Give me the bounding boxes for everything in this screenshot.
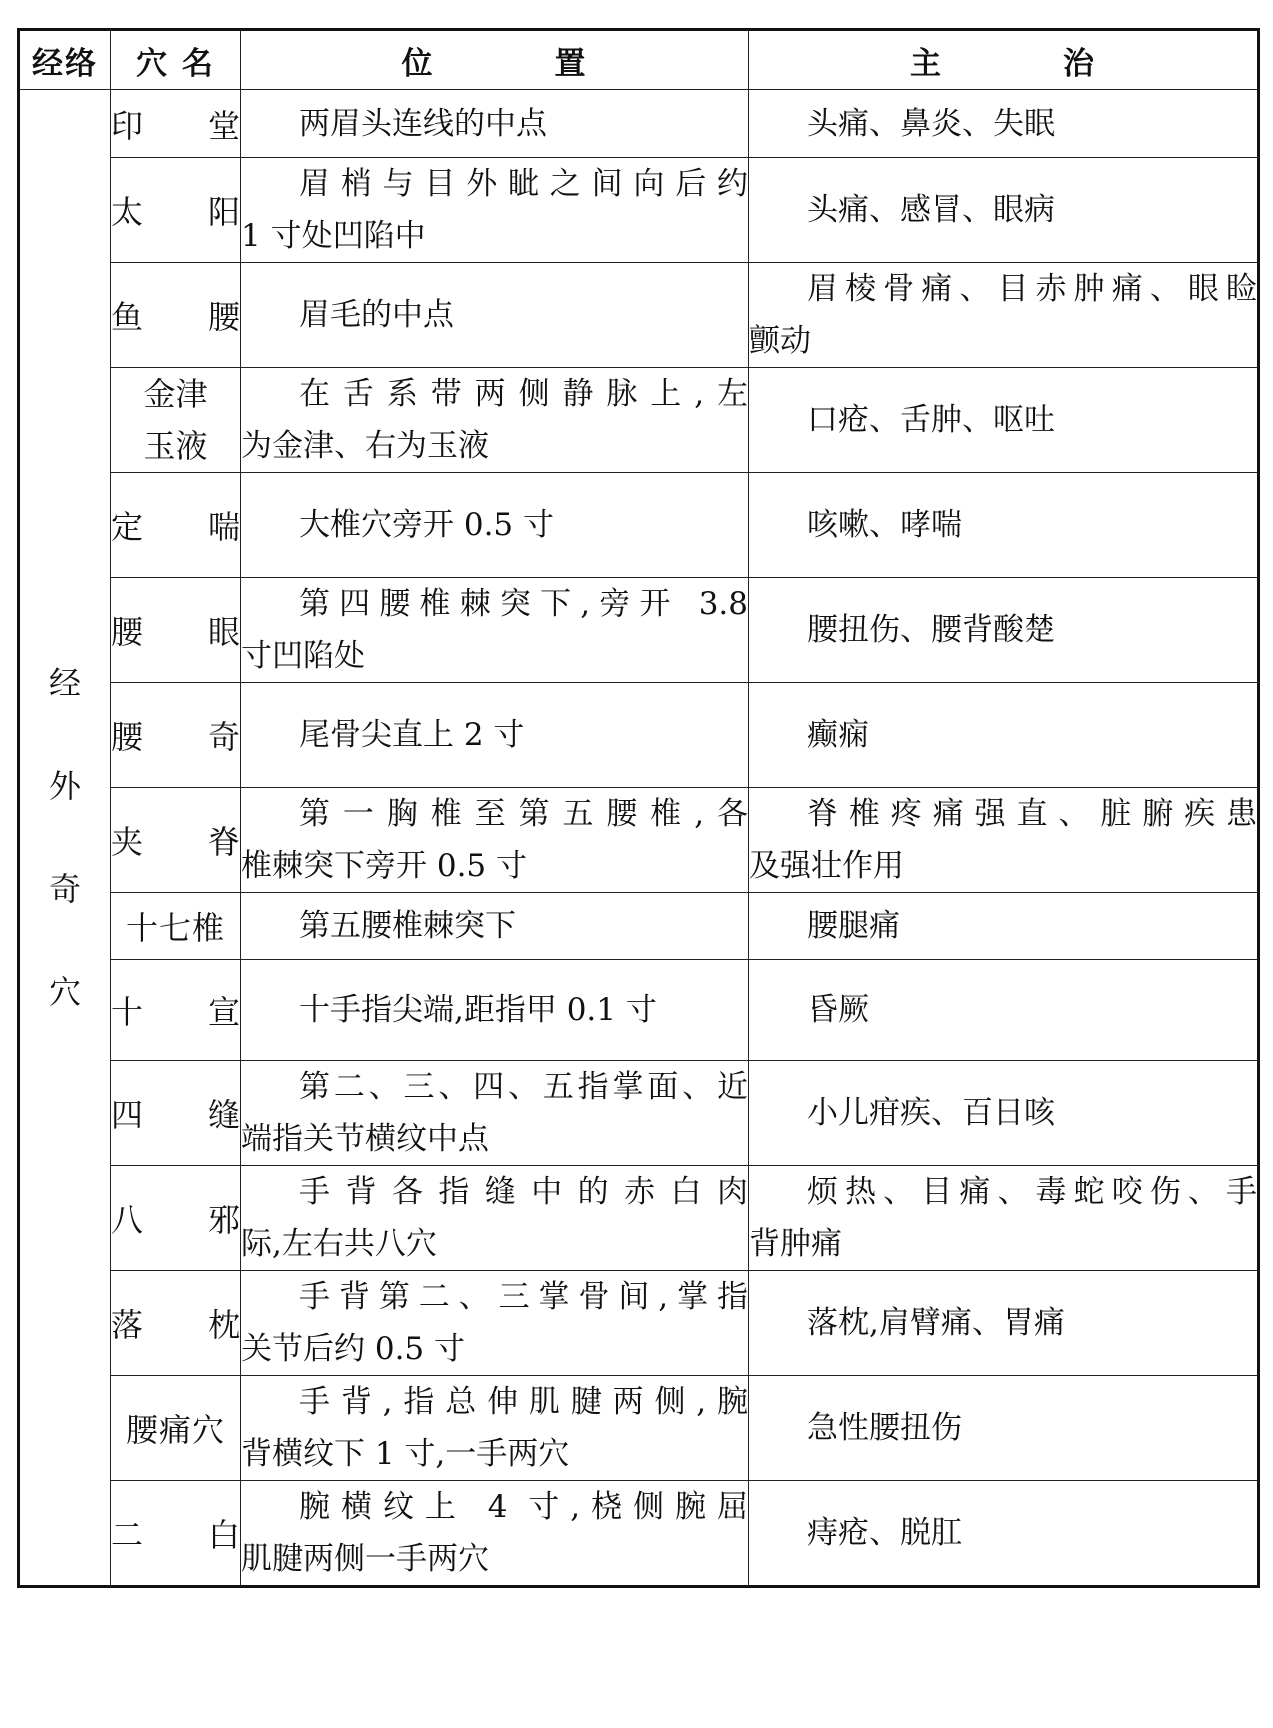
point-name-cell xyxy=(111,263,241,368)
point-name-cell xyxy=(111,1061,241,1166)
point-name-part: 落 xyxy=(111,1306,144,1344)
point-name-part: 十七椎 xyxy=(125,909,225,947)
location-line: 第五腰椎棘突下 xyxy=(299,908,516,944)
indication-line: 痔疮、脱肛 xyxy=(807,1515,962,1551)
location-line: 第二、三、四、五指掌面、近 xyxy=(299,1069,748,1105)
point-name-part: 玉液 xyxy=(143,427,208,465)
table-body xyxy=(19,90,1259,1587)
table-row xyxy=(19,960,1259,1061)
table-row xyxy=(19,1481,1259,1587)
point-name-part: 太 xyxy=(111,193,144,231)
location-cell xyxy=(241,368,749,473)
indication-cell xyxy=(749,158,1259,263)
location-line: 背横纹下 1 寸,一手两穴 xyxy=(241,1436,570,1472)
indication-cell xyxy=(749,1376,1259,1481)
indication-line: 头痛、感冒、眼病 xyxy=(807,192,1055,228)
header-meridian: 经络 xyxy=(19,30,111,90)
indication-cell xyxy=(749,960,1259,1061)
indication-line: 头痛、鼻炎、失眠 xyxy=(807,105,1055,142)
point-name-cell xyxy=(111,683,241,788)
indication-cell xyxy=(749,1481,1259,1587)
point-name-part: 喘 xyxy=(207,508,240,546)
point-name-part: 脊 xyxy=(207,823,240,861)
extra-points-table xyxy=(17,28,1260,1588)
indication-cell xyxy=(749,578,1259,683)
location-cell xyxy=(241,683,749,788)
indication-line: 脊椎疼痛强直、脏腑疾患 xyxy=(807,796,1257,832)
location-cell xyxy=(241,90,749,158)
table-row xyxy=(19,1271,1259,1376)
location-line: 手背第二、三掌骨间,掌指 xyxy=(299,1279,748,1315)
point-name-part: 奇 xyxy=(207,718,240,756)
point-name-cell xyxy=(111,578,241,683)
point-name-part: 堂 xyxy=(207,106,240,145)
header-location-char-2: 置 xyxy=(554,45,588,82)
indication-line: 急性腰扭伤 xyxy=(807,1410,962,1446)
location-cell xyxy=(241,788,749,893)
point-name-cell xyxy=(111,1481,241,1587)
point-name-cell xyxy=(111,368,241,473)
indication-line: 癫痫 xyxy=(807,717,869,753)
table-row xyxy=(19,90,1259,158)
indication-cell xyxy=(749,473,1259,578)
location-cell xyxy=(241,893,749,960)
location-line: 际,左右共八穴 xyxy=(241,1226,437,1262)
indication-line: 落枕,肩臂痛、胃痛 xyxy=(807,1305,1065,1341)
point-name-cell xyxy=(111,90,241,158)
point-name-part: 邪 xyxy=(207,1201,240,1239)
location-line: 寸凹陷处 xyxy=(241,638,365,674)
indication-cell xyxy=(749,1166,1259,1271)
location-cell xyxy=(241,1376,749,1481)
location-line: 肌腱两侧一手两穴 xyxy=(241,1541,489,1577)
point-name-cell xyxy=(111,893,241,960)
header-indication-char-1: 主 xyxy=(910,45,943,82)
point-name-part: 眼 xyxy=(207,613,240,651)
location-cell xyxy=(241,158,749,263)
table-row xyxy=(19,263,1259,368)
point-name-part: 腰 xyxy=(207,298,240,336)
point-name-cell xyxy=(111,158,241,263)
point-name-part: 宣 xyxy=(207,993,240,1031)
location-line: 手背各指缝中的赤白肉 xyxy=(299,1174,748,1210)
indication-cell xyxy=(749,1061,1259,1166)
location-cell xyxy=(241,263,749,368)
point-name-cell xyxy=(111,1376,241,1481)
location-cell xyxy=(241,1061,749,1166)
location-cell xyxy=(241,1166,749,1271)
point-name-part: 枕 xyxy=(207,1306,240,1344)
point-name-part: 定 xyxy=(111,508,144,546)
point-name-part: 腰 xyxy=(111,613,144,651)
location-line: 十手指尖端,距指甲 0.1 寸 xyxy=(299,992,657,1028)
meridian-char: 奇 xyxy=(48,869,81,908)
table-row xyxy=(19,1061,1259,1166)
table-row xyxy=(19,578,1259,683)
point-name-cell xyxy=(111,960,241,1061)
header-location-char-1: 位 xyxy=(401,45,435,82)
meridian-char: 外 xyxy=(48,766,81,805)
location-cell xyxy=(241,1271,749,1376)
header-indication-char-2: 治 xyxy=(1063,45,1096,82)
point-name-part: 金津 xyxy=(143,375,208,413)
location-line: 大椎穴旁开 0.5 寸 xyxy=(299,507,555,543)
point-name-part: 夹 xyxy=(111,823,144,861)
location-line: 眉梢与目外眦之间向后约 xyxy=(299,166,748,202)
point-name-part: 腰 xyxy=(111,718,144,756)
point-name-part: 二 xyxy=(111,1516,144,1554)
location-line: 两眉头连线的中点 xyxy=(299,105,547,142)
indication-line: 口疮、舌肿、呕吐 xyxy=(807,402,1055,438)
point-name-part: 四 xyxy=(111,1096,144,1134)
point-name-part: 八 xyxy=(111,1201,144,1239)
indication-line: 昏厥 xyxy=(807,992,869,1028)
table-row xyxy=(19,788,1259,893)
indication-cell xyxy=(749,368,1259,473)
indication-line: 腰扭伤、腰背酸楚 xyxy=(807,612,1055,648)
point-name-cell xyxy=(111,1166,241,1271)
table-header-row xyxy=(19,30,1259,90)
indication-cell xyxy=(749,90,1259,158)
table-row xyxy=(19,1166,1259,1271)
table-row xyxy=(19,683,1259,788)
indication-line: 咳嗽、哮喘 xyxy=(807,507,962,543)
location-line: 腕横纹上 4 寸,桡侧腕屈 xyxy=(299,1489,748,1525)
header-indication xyxy=(749,30,1259,90)
indication-line: 腰腿痛 xyxy=(807,908,900,944)
location-line: 1 寸处凹陷中 xyxy=(241,218,426,254)
indication-cell xyxy=(749,893,1259,960)
indication-line: 背肿痛 xyxy=(749,1226,842,1262)
point-name-part: 鱼 xyxy=(111,298,144,336)
point-name-part: 印 xyxy=(111,106,144,145)
header-point-name: 穴 名 xyxy=(111,30,241,90)
indication-cell xyxy=(749,263,1259,368)
location-line: 关节后约 0.5 寸 xyxy=(241,1331,466,1367)
point-name-cell xyxy=(111,788,241,893)
meridian-char: 穴 xyxy=(48,972,81,1011)
point-name-cell xyxy=(111,473,241,578)
indication-line: 小儿疳疾、百日咳 xyxy=(807,1095,1055,1131)
location-line: 尾骨尖直上 2 寸 xyxy=(299,717,525,753)
indication-cell xyxy=(749,1271,1259,1376)
point-name-part: 缝 xyxy=(207,1096,240,1134)
location-cell xyxy=(241,1481,749,1587)
location-line: 眉毛的中点 xyxy=(299,297,454,333)
location-cell xyxy=(241,960,749,1061)
indication-cell xyxy=(749,683,1259,788)
location-cell xyxy=(241,473,749,578)
table-row xyxy=(19,158,1259,263)
indication-cell xyxy=(749,788,1259,893)
indication-line: 颤动 xyxy=(749,323,811,359)
point-name-part: 白 xyxy=(207,1516,240,1554)
point-name-cell xyxy=(111,1271,241,1376)
meridian-cell xyxy=(19,90,111,1587)
table-row xyxy=(19,893,1259,960)
location-line: 在舌系带两侧静脉上,左 xyxy=(299,376,748,412)
meridian-char: 经 xyxy=(48,663,81,702)
location-cell xyxy=(241,578,749,683)
location-line: 椎棘突下旁开 0.5 寸 xyxy=(241,848,528,884)
table-row xyxy=(19,368,1259,473)
location-line: 端指关节横纹中点 xyxy=(241,1121,489,1157)
indication-line: 眉棱骨痛、目赤肿痛、眼睑 xyxy=(807,271,1257,307)
point-name-part: 阳 xyxy=(207,193,240,231)
table-row xyxy=(19,473,1259,578)
header-location xyxy=(241,30,749,90)
point-name-part: 腰痛穴 xyxy=(125,1411,225,1449)
indication-line: 及强壮作用 xyxy=(749,848,904,884)
location-line: 第四腰椎棘突下,旁开 3.8 xyxy=(299,586,748,622)
location-line: 第一胸椎至第五腰椎,各 xyxy=(299,796,748,832)
location-line: 手背,指总伸肌腱两侧,腕 xyxy=(299,1384,748,1420)
location-line: 为金津、右为玉液 xyxy=(241,428,489,464)
table-row xyxy=(19,1376,1259,1481)
point-name-part: 十 xyxy=(111,993,144,1031)
indication-line: 烦热、目痛、毒蛇咬伤、手 xyxy=(807,1174,1257,1210)
